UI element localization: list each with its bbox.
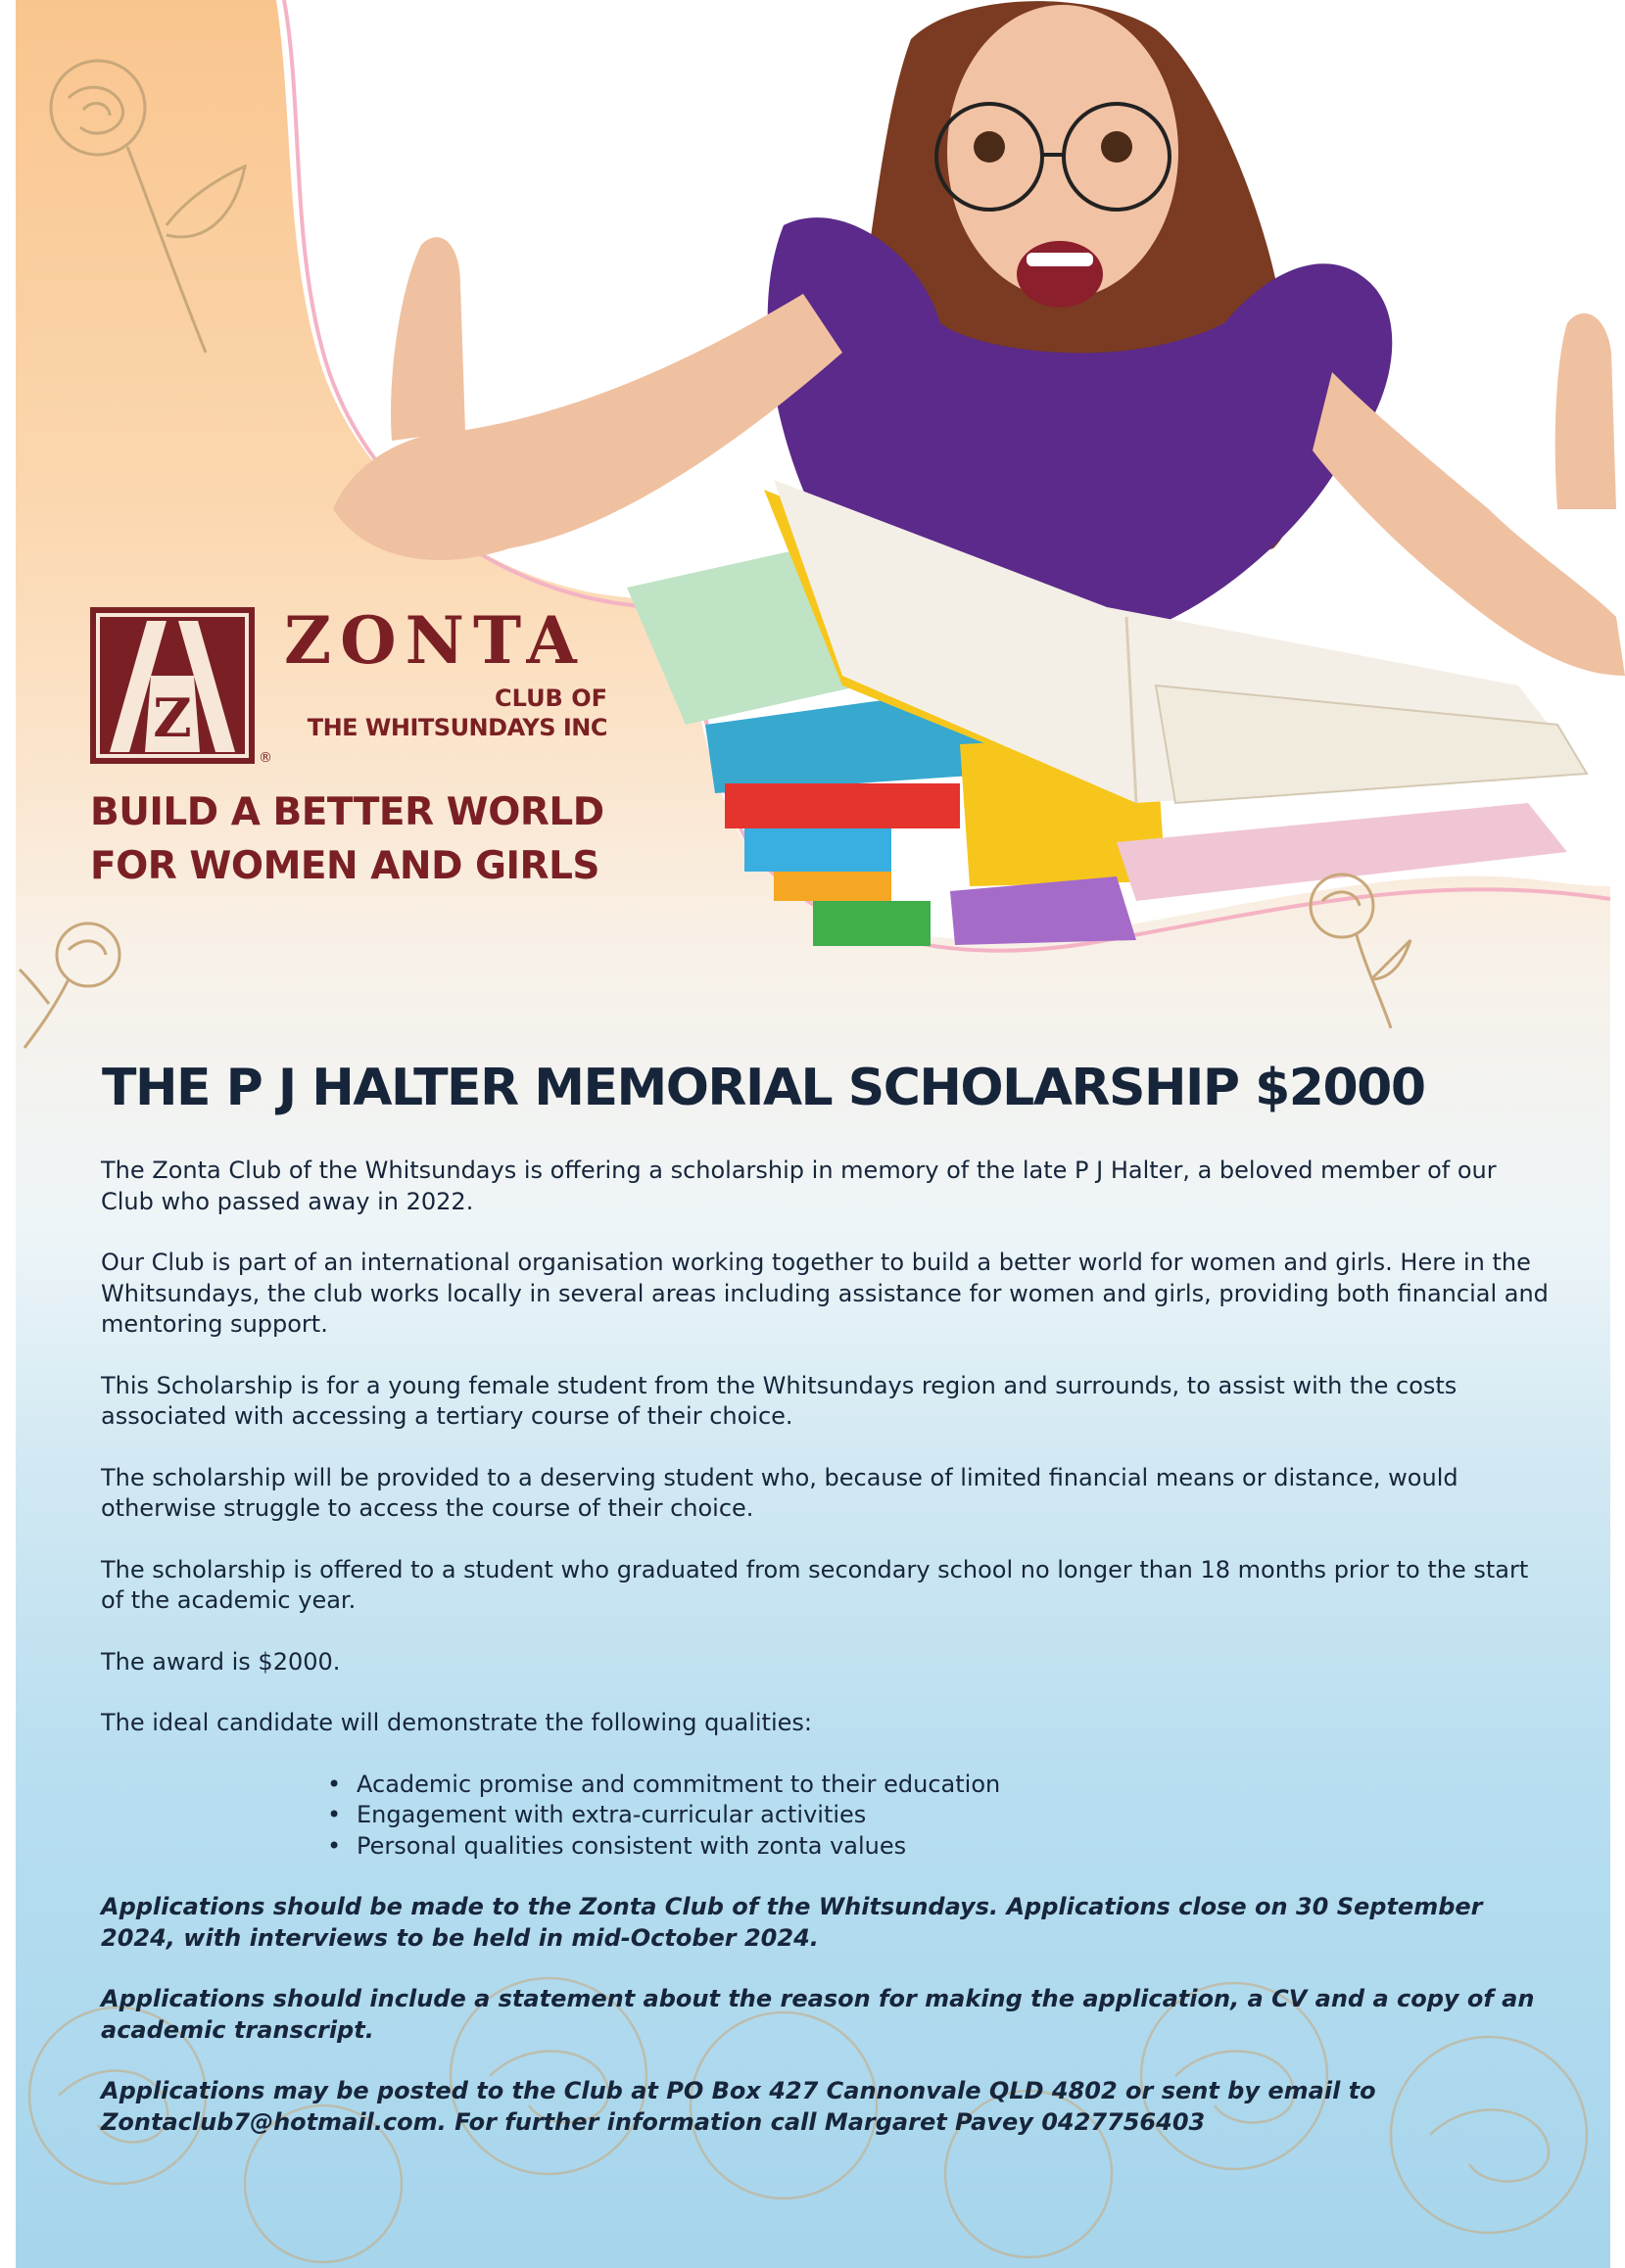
list-item: • Engagement with extra-curricular activities	[357, 1800, 1551, 1831]
qualities-intro: The ideal candidate will demonstrate the following qualities:	[101, 1709, 812, 1736]
zonta-brand-block	[90, 603, 639, 897]
club-of-label: CLUB OF	[495, 685, 607, 712]
tagline-line-2: FOR WOMEN AND GIRLS	[90, 844, 600, 888]
scholarship-title: THE P J HALTER MEMORIAL SCHOLARSHIP $2000	[102, 1059, 1425, 1117]
tagline	[90, 785, 639, 893]
logo-letter: Z	[153, 686, 192, 749]
body-text	[101, 1156, 1551, 2168]
intro-paragraph: The Zonta Club of the Whitsundays is offering a scholarship in memory of the late P J Halter, a beloved member of our Club who passed away in 2022.	[101, 1157, 1497, 1215]
club-name: THE WHITSUNDAYS INC	[307, 714, 607, 741]
application-requirements: Applications should include a statement about the reason for making the application, a CV and a copy of an academic transcript.	[101, 1985, 1535, 2044]
application-contact: Applications may be posted to the Club at PO Box 427 Cannonvale QLD 4802 or sent by email to Zontaclub7@hotmail.com. For further information call Margaret Pavey 0427756403	[101, 2077, 1376, 2136]
graduation-paragraph: The scholarship is offered to a student who graduated from secondary school no longer than 18 months prior to the start of the academic year.	[101, 1555, 1529, 1614]
club-paragraph: Our Club is part of an international organisation working together to build a better world for women and girls. Here in the Whitsundays, the club works locally in several areas including assistance for women and girls, providing both financial and mentoring support.	[101, 1249, 1549, 1338]
mouth	[1017, 241, 1103, 307]
zonta-logo-icon	[90, 607, 255, 764]
need-paragraph: The scholarship will be provided to a deserving student who, because of limited financial means or distance, would otherwise struggle to access the course of their choice.	[101, 1463, 1458, 1522]
right-thumb	[1555, 313, 1616, 509]
list-item: • Academic promise and commitment to their education	[357, 1770, 1551, 1801]
zonta-wordmark: ZONTA	[284, 602, 586, 679]
tagline-line-1: BUILD A BETTER WORLD	[90, 790, 604, 834]
application-dates: Applications should be made to the Zonta Club of the Whitsundays. Applications close on 30 September 2024, with interviews to be held in mid-October 2024.	[101, 1893, 1483, 1952]
list-item: • Personal qualities consistent with zonta values	[357, 1831, 1551, 1863]
award-paragraph: The award is $2000.	[101, 1647, 341, 1676]
rose-top-left-icon	[51, 61, 245, 353]
eligibility-paragraph: This Scholarship is for a young female student from the Whitsundays region and surrounds, to assist with the costs associated with accessing a tertiary course of their choice.	[101, 1371, 1458, 1430]
qualities-list	[101, 1770, 1551, 1863]
rose-small-left-icon	[20, 923, 119, 1048]
registered-mark: ®	[259, 750, 272, 766]
